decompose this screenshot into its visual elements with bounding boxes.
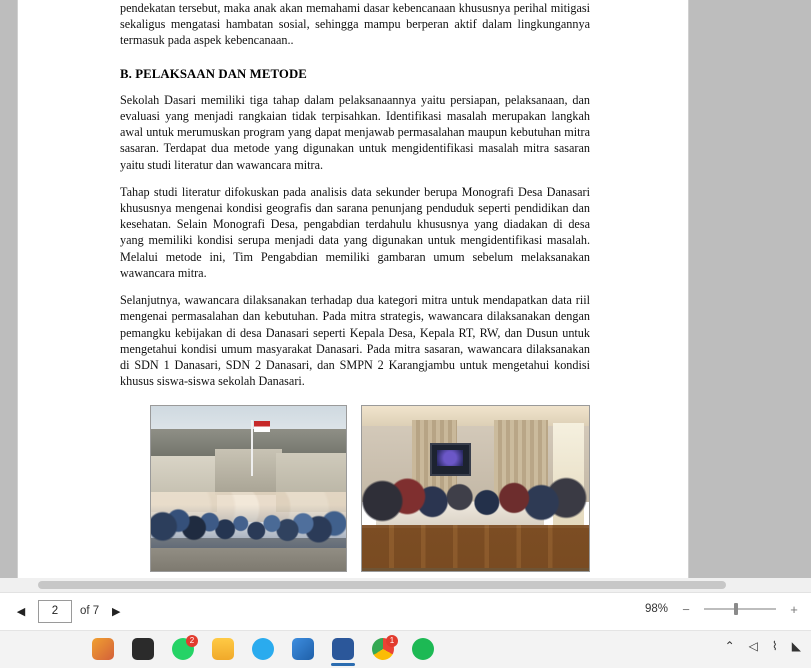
file-explorer-icon[interactable] — [208, 634, 238, 664]
meeting-room-interview-photo — [361, 405, 590, 572]
zoom-out-icon[interactable]: − — [682, 601, 690, 617]
windows-taskbar — [0, 630, 811, 668]
viewer-surround-left — [0, 0, 18, 592]
paragraph-3: Selanjutnya, wawancara dilaksanakan terhadap dua kategori mitra untuk mendapatkan data riil mengenai permasalahan dan kebutuhan. Pada mitra strategis, wawancara dilaksanakan dengan pemangku kebijakan di desa Danasari seperti Kepala Desa, Kepala RT, RW, dan Dusun untuk mengetahui kondisi umum masyarakat Danasari. Pada mitra sasaran, wawancara dilaksanakan di SDN 1 Danasari, SDN 2 Danasari, dan SMPN 2 Karangjambu untuk mengetahui kondisi khusus siswa-siswa sekolah Danasari. — [120, 293, 590, 389]
next-page-icon[interactable]: ▶ — [111, 605, 121, 618]
page-number-input[interactable]: 2 — [38, 600, 72, 623]
paragraph-intro: pendekatan tersebut, maka anak akan memahami dasar kebencanaan khususnya perihal mitigasi sekaligus mengatasi hambatan sosial, sehingga mampu berperan aktif dalam lingkungannya termasuk pada aspek kebencanaan.. — [120, 1, 590, 48]
zoom-slider-knob[interactable] — [734, 603, 738, 615]
telegram-icon[interactable] — [248, 634, 278, 664]
zoom-slider-track — [704, 608, 776, 610]
active-app-indicator — [331, 663, 355, 666]
whatsapp-badge: 2 — [186, 635, 198, 647]
file-explorer-dark-icon[interactable] — [128, 634, 158, 664]
whatsapp-icon[interactable] — [168, 634, 198, 664]
start-icon[interactable] — [88, 634, 118, 664]
school-yard-group-photo — [150, 405, 347, 572]
chrome-icon[interactable] — [368, 634, 398, 664]
chrome-badge: 1 — [386, 635, 398, 647]
horizontal-scrollbar[interactable] — [0, 578, 811, 592]
document-page — [18, 0, 688, 578]
spotify-icon[interactable] — [408, 634, 438, 664]
page-count-label: of 7 — [80, 605, 100, 617]
volume-icon[interactable]: ◣ — [791, 639, 801, 653]
page-navigation — [12, 599, 125, 623]
wifi-icon[interactable]: ⌇ — [771, 639, 778, 653]
paragraph-1: Sekolah Dasari memiliki tiga tahap dalam pelaksanaannya yaitu persiapan, pelaksanaan, dan evaluasi yang menjadi rangkaian tidak terpisahkan. Identifikasi masalah merupakan langkah awal untuk merumuskan program yang dapat menjawab permasalahan maupun kebutuhan mitra sasaran. Terdapat dua metode yang digunakan untuk mengidentifikasi masalah mitra sasaran yaitu studi literatur dan wawancara mitra. — [120, 92, 590, 172]
microsoft-store-icon[interactable] — [288, 634, 318, 664]
horizontal-scrollbar-thumb[interactable] — [38, 581, 726, 589]
network-icon[interactable]: ◁ — [748, 639, 758, 653]
viewer-status-bar — [0, 592, 811, 631]
paragraph-2: Tahap studi literatur difokuskan pada analisis data sekunder berupa Monografi Desa Danasari khususnya mengenai kondisi geografis dan sarana penunjang penduduk seperti pendidikan dan kesehatan. Selain Monografi Desa, pengabdian terdahulu khususnya yang diadakan di desa yang memiliki kondisi serupa menjadi data yang digunakan untuk mengidentifikasi masalah. Melalui metode ini, Tim Pengabdian memiliki gambaran umum sebelum melaksanakan wawancara mitra. — [120, 184, 590, 280]
zoom-in-icon[interactable]: + — [790, 601, 798, 617]
system-tray — [725, 639, 801, 654]
previous-page-icon[interactable]: ◀ — [16, 605, 26, 618]
zoom-level-label: 98% — [644, 603, 668, 615]
figure-images — [150, 405, 590, 572]
show-hidden-icons-icon[interactable]: ⌃ — [724, 639, 735, 653]
section-heading: B. PELAKSAAN DAN METODE — [120, 66, 307, 81]
zoom-slider[interactable] — [704, 602, 776, 616]
zoom-controls — [645, 602, 801, 616]
taskbar-items — [88, 634, 438, 664]
viewer-surround-right — [688, 0, 811, 592]
word-icon[interactable] — [328, 634, 358, 664]
